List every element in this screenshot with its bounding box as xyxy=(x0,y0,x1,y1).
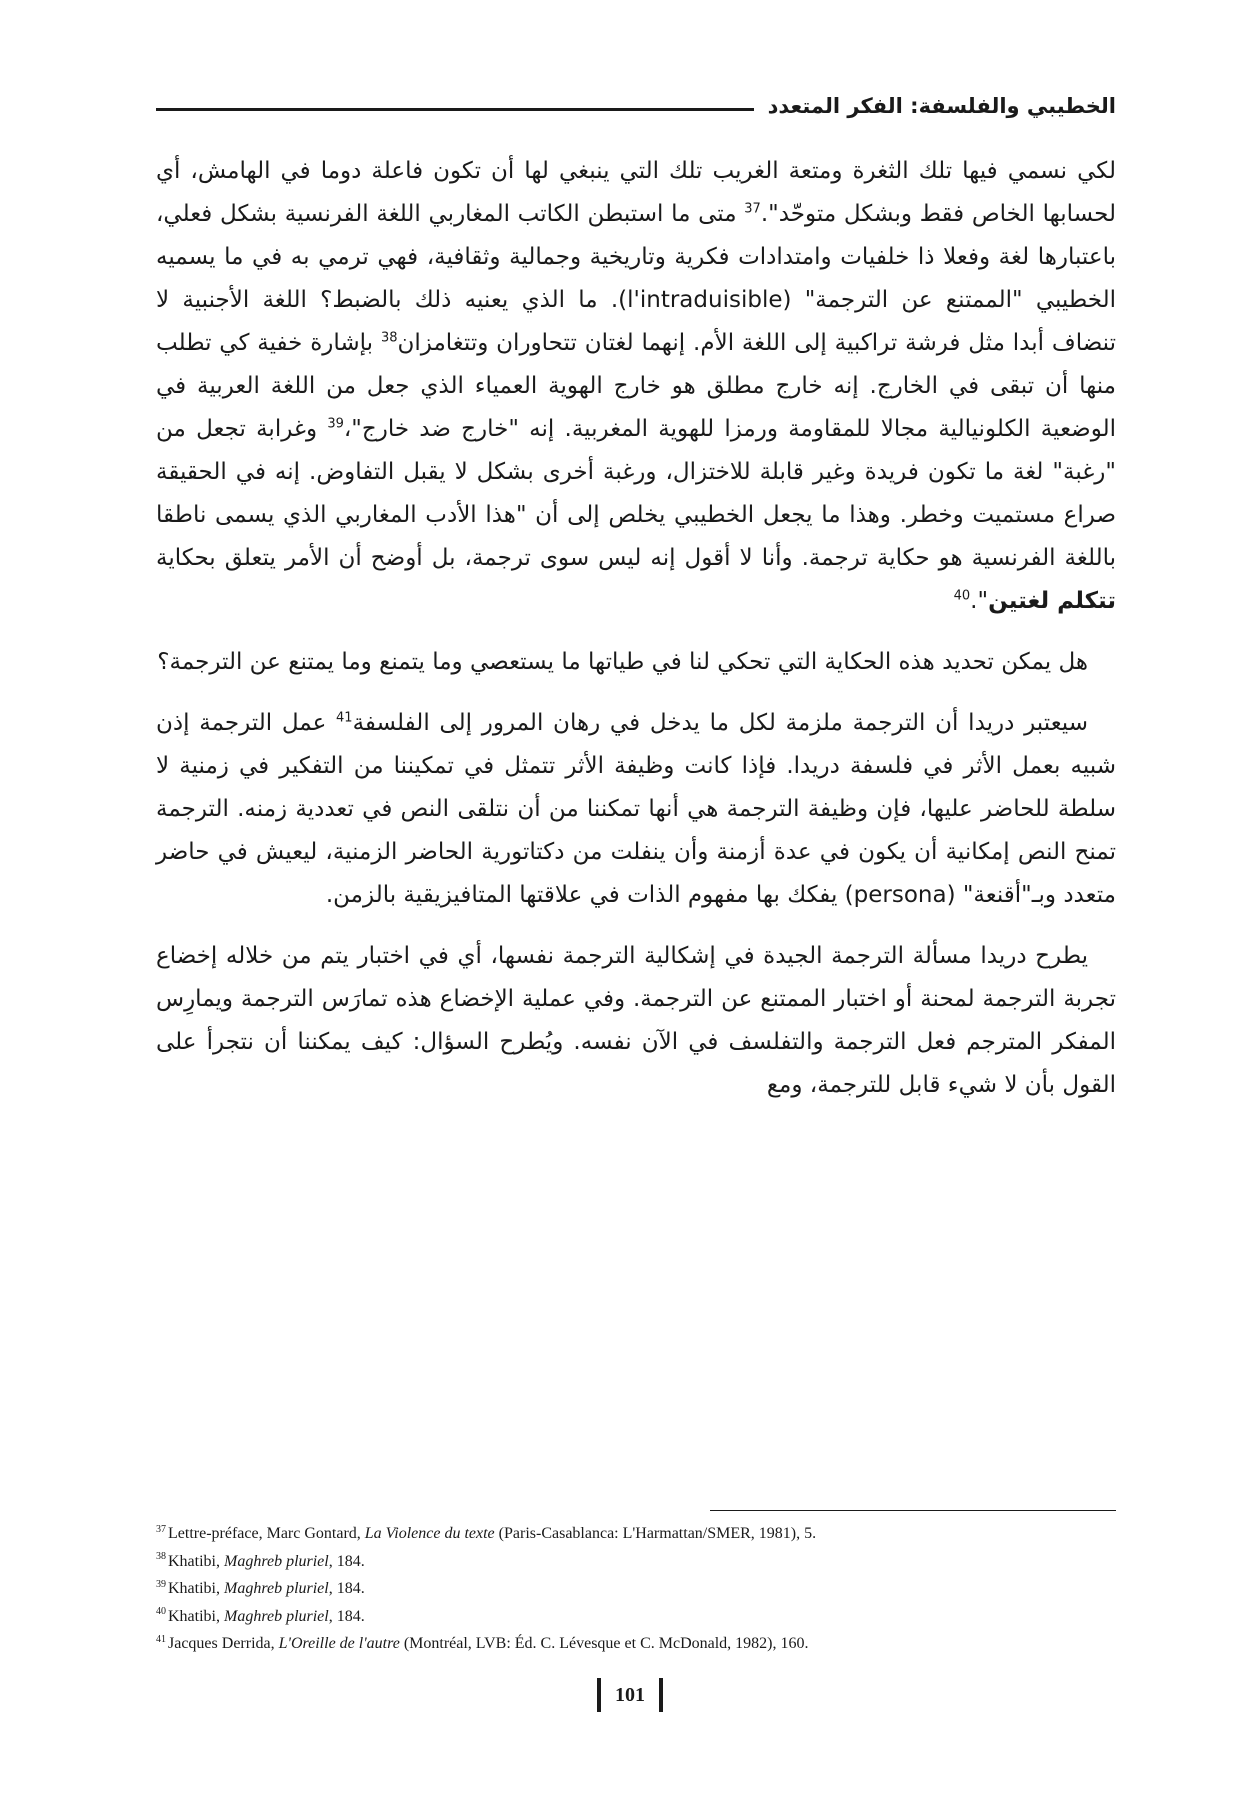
latin-term: l'intraduisible xyxy=(627,287,783,313)
footnote: $^{39}$ Khatibi, Maghreb pluriel, 184. xyxy=(156,1578,365,1597)
paragraph-1: لكي نسمي فيها تلك الثغرة ومتعة الغريب تلك التي ينبغي لها أن تكون فاعلة دوما في الهامش، أي لحسابها الخاص فقط وبشكل متوحّد".$^{37}$ متى ما استبطن الكاتب المغاربي اللغة الفرنسية بشكل فعلي، باعتبارها لغة وفعلا ذا خلفيات وامتدادات فكرية وتاريخية وجمالية وثقافية، فهي ترمي به في ما يسميه الخطيبي "الممتنع عن الترجمة" (l'intraduisible). ما الذي يعنيه ذلك بالضبط؟ اللغة الأجنبية لا تنضاف أبدا مثل فرشة تراكبية إلى اللغة الأم. إنهما لغتان تتحاوران وتتغامزان$^{38}$ بإشارة خفية كي تطلب منها أن تبقى في الخارج. إنه خارج مطلق هو خارج الهوية العمياء الذي جعل من اللغة العربية في الوضعية الكلونيالية مجالا للمقاومة ورمزا للهوية المغربية. إنه "خارج ضد خارج"،$^{39}$ وغرابة تجعل من "رغبة" لغة ما تكون فريدة وغير قابلة للاختزال، ورغبة أخرى بشكل لا يقبل التفاوض. إنه في الحقيقة صراع مستميت وخطر. وهذا ما يجعل الخطيبي يخلص إلى أن "هذا الأدب المغاربي الذي يسمى ناطقا باللغة الفرنسية هو حكاية ترجمة. وأنا لا أقول إنه ليس سوى ترجمة، بل أوضح أن الأمر يتعلق بحكاية تتكلم لغتين".$^{40}$ xyxy=(156,158,1116,614)
footnote: $^{38}$ Khatibi, Maghreb pluriel, 184. xyxy=(156,1551,365,1570)
footnotes xyxy=(156,1520,1116,1658)
footnote: $^{40}$ Khatibi, Maghreb pluriel, 184. xyxy=(156,1606,365,1625)
footnote-ref-39[interactable]: 39 xyxy=(327,416,344,432)
footnote-ref-37[interactable]: 37 xyxy=(744,201,761,217)
page-number-bar-right xyxy=(659,1678,663,1712)
page-number: 101 xyxy=(615,1683,645,1706)
footnote-rule xyxy=(710,1510,1116,1511)
paragraph-4: يطرح دريدا مسألة الترجمة الجيدة في إشكالية الترجمة نفسها، أي في اختبار يتم من خلاله إخضاع تجربة الترجمة لمحنة أو اختبار الممتنع عن الترجمة. وفي عملية الإخضاع هذه تمارَس الترجمة ويمارِس المفكر المترجم فعل الترجمة والتفلسف في الآن نفسه. ويُطرح السؤال: كيف يمكننا أن نتجرأ على القول بأن لا شيء قابل للترجمة، ومع xyxy=(156,943,1116,1098)
footnote-ref-41[interactable]: 41 xyxy=(336,710,353,726)
emphasis-bold: تتكلم لغتين xyxy=(988,588,1116,614)
footnote: $^{41}$ Jacques Derrida, L'Oreille de l'autre (Montréal, LVB: Éd. C. Lévesque et C. McDonald, 1982), 160. xyxy=(156,1633,809,1652)
running-header-title: الخطيبي والفلسفة: الفكر المتعدد xyxy=(767,94,1116,118)
paragraph-3: سيعتبر دريدا أن الترجمة ملزمة لكل ما يدخل في رهان المرور إلى الفلسفة$^{41}$ عمل الترجمة إذن شبيه بعمل الأثر في فلسفة دريدا. فإذا كانت وظيفة الأثر تتمثل في تمكيننا من التفكير في زمنية لا سلطة للحاضر عليها، فإن وظيفة الترجمة هي أنها تمكننا من أن نتلقى النص في تعددية زمنه. الترجمة تمنح النص إمكانية أن يكون في عدة أزمنة وأن ينفلت من دكتاتورية الحاضر الزمنية، ليعيش في حاضر متعدد وبـ"أقنعة" (persona) يفكك بها مفهوم الذات في علاقتها المتافيزيقية بالزمن. xyxy=(156,710,1116,908)
latin-term: persona xyxy=(853,882,947,908)
footnote: $^{37}$ Lettre-préface, Marc Gontard, La Violence du texte (Paris-Casablanca: L'Harmattan/SMER, 1981), 5. xyxy=(156,1523,817,1542)
running-header xyxy=(156,84,1116,128)
footnote-ref-38[interactable]: 38 xyxy=(380,330,398,346)
page-number-block xyxy=(590,1676,670,1714)
footnote-ref-40[interactable]: 40 xyxy=(953,588,971,604)
body-text xyxy=(156,150,1116,1107)
paragraph-2: هل يمكن تحديد هذه الحكاية التي تحكي لنا في طياتها ما يستعصي وما يتمنع وما يمتنع عن الترجمة؟ xyxy=(157,649,1088,675)
header-rule xyxy=(156,108,754,111)
